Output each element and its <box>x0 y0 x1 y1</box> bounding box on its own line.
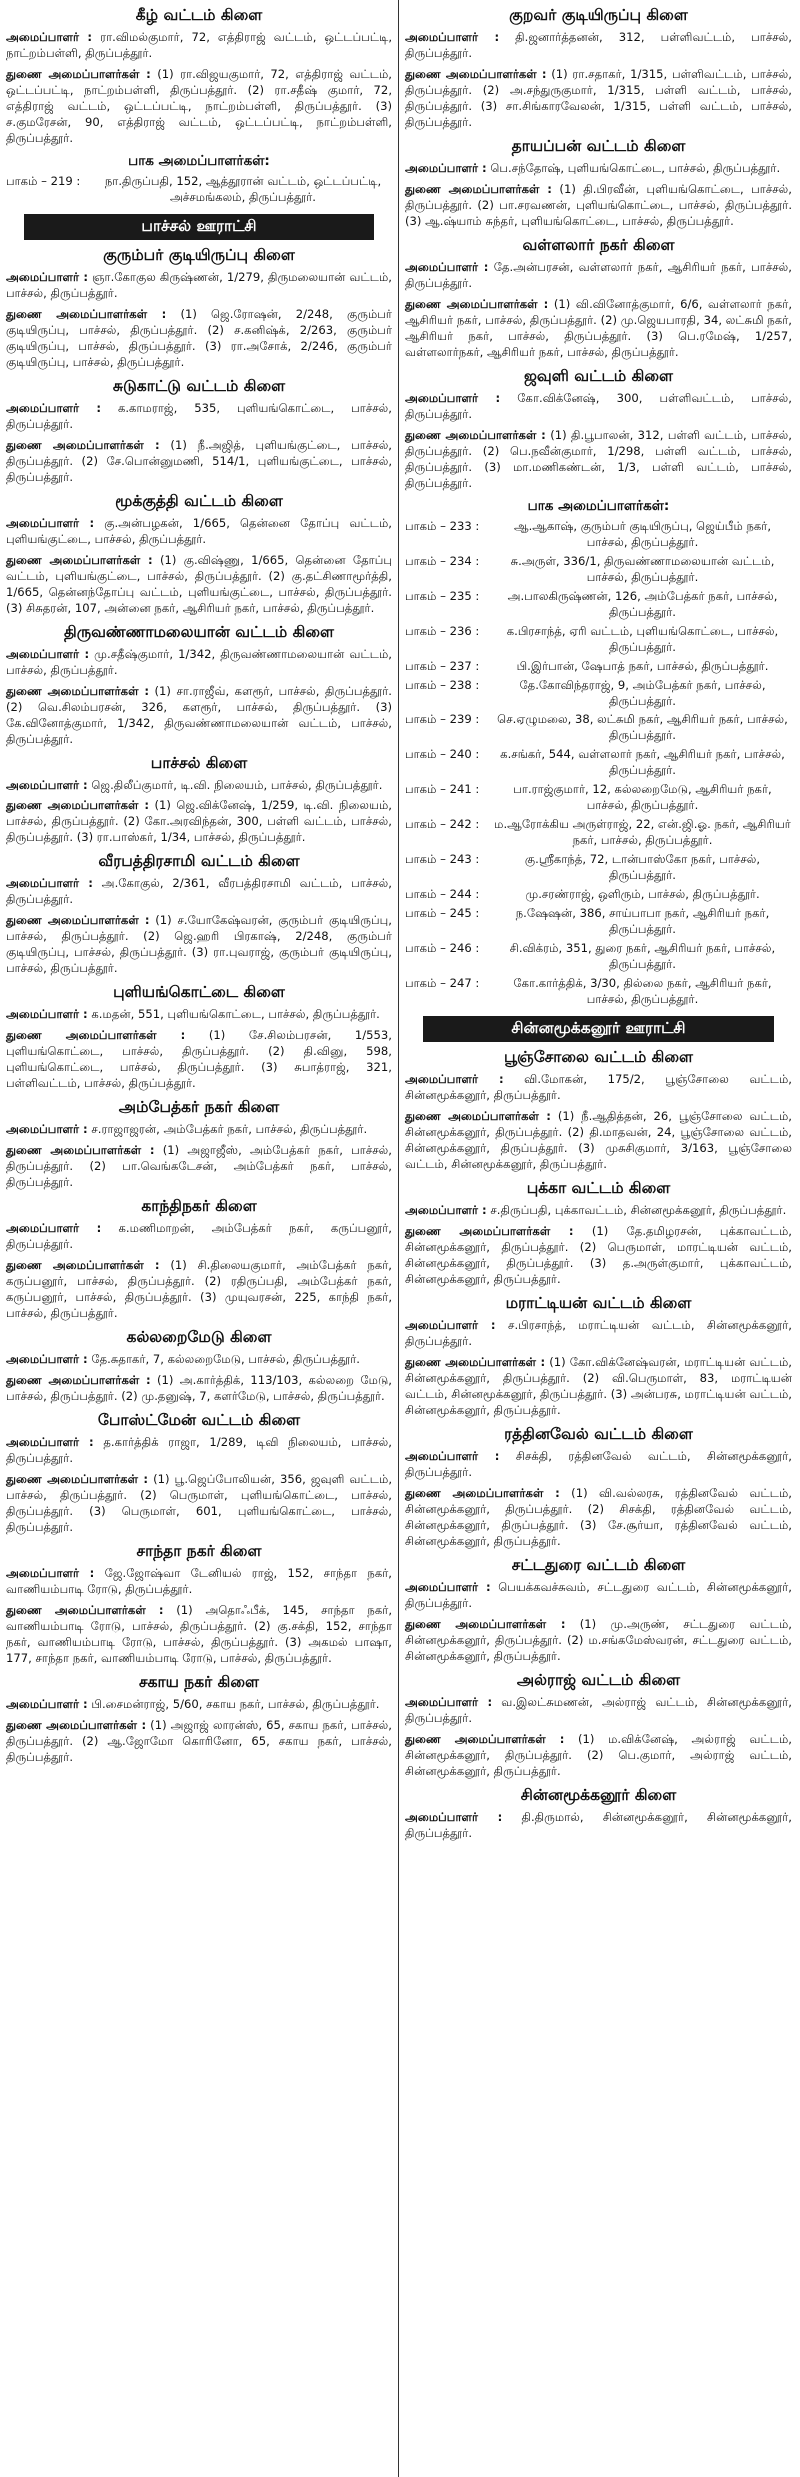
organizer-entry <box>6 270 392 302</box>
booth-number: பாகம் – 233 : <box>405 518 480 533</box>
branch-heading: குறவர் குடியிருப்பு கிளை <box>509 6 688 24</box>
role-label: துணை அமைப்பாளர்கள் : <box>6 683 150 698</box>
organizer-entry <box>6 438 392 486</box>
role-label: துணை அமைப்பாளர்கள் : <box>6 1602 164 1617</box>
branch-heading: அம்பேத்கர் நகர் கிளை <box>118 1098 280 1117</box>
organizer-entry <box>6 1143 392 1191</box>
branch-heading: சகாய நகர் கிளை <box>139 1672 259 1691</box>
booth-number: பாகம் – 238 : <box>405 677 480 692</box>
branch-heading: கல்லறைமேடு கிளை <box>126 1328 272 1347</box>
booth-row <box>405 852 792 884</box>
booth-organizer: க.பிரசாந்த், ஏரி வட்டம், புளியங்கொட்டை, பாச்சல், திருப்பத்தூர். <box>506 623 779 654</box>
role-label: துணை அமைப்பாளர்கள் : <box>405 1485 560 1500</box>
member-details: பெயக்கவச்சுவம், சட்டதுரை வட்டம், சின்னமூக்கனூர், திருப்பத்தூர். <box>405 1579 792 1610</box>
organizer-entry <box>405 1449 792 1481</box>
member-details: (1) அஜாஜ் லாரன்ஸ், 65, சகாய நகர், பாச்சல், திருப்பத்தூர். (2) ஆ.ஜோமோ கொரினோ, 65, சகாய நகர், பாச்சல், திருப்பத்தூர். <box>6 1717 392 1764</box>
organizer-entry <box>6 1221 392 1253</box>
member-details: ஜெ.திலீப்குமார், டி.வி. நிலையம், பாச்சல், திருப்பத்தூர். <box>87 777 383 792</box>
member-details: பெ.சந்தோஷ், புளியங்கொட்டை, பாச்சல், திருப்பத்தூர். <box>486 160 781 175</box>
role-label: துணை அமைப்பாளர்கள் : <box>6 1717 147 1732</box>
organizer-entry <box>405 1072 792 1104</box>
role-label: அமைப்பாளர் : <box>405 160 487 175</box>
booth-organizer: சு.அருள், 336/1, திருவண்ணாமலையான் வட்டம், பாச்சல், திருப்பத்தூர். <box>510 553 775 584</box>
branch-heading: மூக்குத்தி வட்டம் கிளை <box>115 491 283 510</box>
booth-number: பாகம் – 246 : <box>405 941 480 956</box>
role-label: துணை அமைப்பாளர்கள் : <box>6 1143 155 1158</box>
member-details: ச.ராஜாஜரன், அம்பேத்கர் நகர், பாச்சல், திருப்பத்தூர். <box>87 1122 368 1137</box>
member-details: க.மதன், 551, புளியங்கொட்டை, பாச்சல், திருப்பத்தூர். <box>87 1007 380 1022</box>
branch-heading: போஸ்ட்மேன் வட்டம் கிளை <box>97 1411 301 1430</box>
booth-row <box>405 554 792 586</box>
role-label: அமைப்பாளர் : <box>405 390 501 405</box>
role-label: துணை அமைப்பாளர்கள் : <box>405 1731 565 1746</box>
member-details: (1) தே.தமிழரசன், புக்காவட்டம், சின்னமூக்கனூர், திருப்பத்தூர். (2) பெருமாள், மாரட்டியன் வட்டம், சின்னமூக்கனூர், திருப்பத்தூர். (3) த.அருள்குமார், புக்காவட்டம், சின்னமூக்கனூர், திருப்பத்தூர். <box>405 1224 792 1287</box>
booth-number: பாகம் – 243 : <box>405 852 480 867</box>
branch-heading: திருவண்ணாமலையான் வட்டம் கிளை <box>64 622 334 641</box>
booth-row <box>405 747 792 779</box>
branch-heading: வீரபத்திரசாமி வட்டம் கிளை <box>98 852 300 871</box>
role-label: அமைப்பாளர் : <box>6 1122 88 1137</box>
panchayat-banner: பாச்சல் ஊராட்சி <box>24 214 374 240</box>
role-label: அமைப்பாளர் : <box>405 1809 503 1824</box>
role-label: அமைப்பாளர் : <box>6 400 101 415</box>
booth-number: பாகம் – 247 : <box>405 976 480 991</box>
organizer-entry <box>405 1810 792 1842</box>
role-label: அமைப்பாளர் : <box>6 30 93 44</box>
organizer-entry <box>6 876 392 908</box>
member-details: (1) ஜெ.விக்னேஷ், 1/259, டி.வி. நிலையம், பாச்சல், திருப்பத்தூர். (2) கோ.அரவிந்தன், 300, பள்ளி வட்டம், பாச்சல், திருப்பத்தூர். (3) ரா.பாஸ்கர், 1/34, பாச்சல், திருப்பத்தூர். <box>6 798 392 845</box>
organizer-entry <box>6 67 392 147</box>
role-label: துணை அமைப்பாளர்கள் : <box>6 437 160 452</box>
role-label: துணை அமைப்பாளர்கள் : <box>6 552 153 567</box>
organizer-entry <box>6 778 392 794</box>
role-label: அமைப்பாளர் : <box>6 876 93 891</box>
booth-organizers-heading: பாக அமைப்பாளர்கள்: <box>527 497 670 514</box>
member-details: (1) ச.யோகேஷ்வரன், குரும்பர் குடியிருப்பு, பாச்சல், திருப்பத்தூர். (2) ஜெ.ஹரி பிரகாஷ், 2/248, குரும்பர் குடியிருப்பு, பாச்சல், திருப்பத்தூர். (3) ரா.புவராஜ், குரும்பர் குடியிருப்பு, பாச்சல், திருப்பத்தூர். <box>6 913 392 976</box>
member-details: (1) ஜெ.ரோஷன், 2/248, குரும்பர் குடியிருப்பு, பாச்சல், திருப்பத்தூர். (2) ச.கனிஷ்க், 2/263, குரும்பர் குடியிருப்பு, பாச்சல், திருப்பத்தூர். (3) ரா.அசோக், 2/246, குரும்பர் குடியிருப்பு, பாச்சல், திருப்பத்தூர். <box>6 306 392 369</box>
role-label: துணை அமைப்பாளர்கள் : <box>405 427 546 442</box>
member-details: (1) கு.விஷ்ணு, 1/665, தென்னை தோப்பு வட்டம், புளியங்குட்டை, பாச்சல், திருப்பத்தூர். (2) கு.தட்சிணாமூர்த்தி, 1/665, தென்னந்தோப்பு வட்டம், புளியங்குட்டை, பாச்சல், திருப்பத்தூர். (3) சிசுதரன், 107, அன்னை நகர், ஆசிரியர் நகர், பாச்சல், திருப்பத்தூர். <box>6 552 392 615</box>
role-label: துணை அமைப்பாளர்கள் : <box>6 798 149 813</box>
booth-number: பாகம் – 242 : <box>405 817 480 832</box>
member-details: ஜே.ஜோஷ்வா டேனியல் ராஜ், 152, சாந்தா நகர், வாணியம்பாடி ரோடு, திருப்பத்தூர். <box>6 1565 392 1596</box>
role-label: துணை அமைப்பாளர்கள் : <box>405 1616 566 1631</box>
role-label: துணை அமைப்பாளர்கள் : <box>405 1109 551 1124</box>
organizer-entry <box>6 1258 392 1322</box>
organizer-entry <box>6 1603 392 1667</box>
booth-number: பாகம் – 219 : <box>6 173 81 188</box>
booth-organizer: அ.பாலகிருஷ்ணன், 126, அம்பேத்கர் நகர், பாச்சல், திருப்பத்தூர். <box>507 588 778 619</box>
organizer-entry <box>6 516 392 548</box>
branch-heading: வள்ளலார் நகர் கிளை <box>522 235 675 254</box>
organizer-entry <box>6 1697 392 1713</box>
booth-row <box>405 887 792 903</box>
organizer-entry <box>405 1318 792 1350</box>
member-details: சிசக்தி, ரத்தினவேல் வட்டம், சின்னமூக்கனூர், திருப்பத்தூர். <box>405 1448 792 1479</box>
organizer-entry <box>6 553 392 617</box>
role-label: அமைப்பாளர் : <box>405 1318 496 1333</box>
role-label: அமைப்பாளர் : <box>405 1203 487 1218</box>
branch-heading: ஜவுளி வட்டம் கிளை <box>523 366 674 385</box>
organizer-entry <box>405 1203 792 1219</box>
booth-row <box>405 976 792 1008</box>
member-details: (1) தி.பிரவீன், புளியங்கொட்டை, பாச்சல், திருப்பத்தூர். (2) பா.சரவணன், புளியங்கொட்டை, பாச்சல், திருப்பத்தூர். (3) ஆ.ஷ்யாம் சுந்தர், புளியங்கொட்டை, பாச்சல், திருப்பத்தூர். <box>405 181 792 228</box>
booth-list <box>405 519 792 1009</box>
role-label: அமைப்பாளர் : <box>405 1448 500 1463</box>
booth-organizer: கு.ஸ்ரீகாந்த், 72, டான்பாஸ்கோ நகர், பாச்சல், திருப்பத்தூர். <box>524 852 761 883</box>
organizer-entry <box>6 1472 392 1536</box>
member-details: (1) நீ.அஜித், புளியங்குட்டை, பாச்சல், திருப்பத்தூர். (2) சே.பொன்னுமணி, 514/1, புளியங்குட்டை, பாச்சல், திருப்பத்தூர். <box>6 437 392 484</box>
branch-heading: சின்னமூக்கனூர் கிளை <box>520 1785 677 1804</box>
organizer-entry <box>405 1732 792 1780</box>
member-details: த.கார்த்திக் ராஜா, 1/289, டிவி நிலையம், பாச்சல், திருப்பத்தூர். <box>6 1435 392 1466</box>
member-details: தே.சுதாகர், 7, கல்லறைமேடு, பாச்சல், திருப்பத்தூர். <box>87 1352 360 1367</box>
member-details: ரா.விமல்குமார், 72, எத்திராஜ் வட்டம், ஒட்டப்பட்டி, நாட்றம்பள்ளி, திருப்பத்தூர். <box>6 30 392 60</box>
member-details: க.காமராஜ், 535, புளியங்கொட்டை, பாச்சல், திருப்பத்தூர். <box>6 400 392 431</box>
organizer-entry <box>405 1355 792 1419</box>
member-details: (1) நீ.ஆதித்தன், 26, பூஞ்சோலை வட்டம், சின்னமூக்கனூர், திருப்பத்தூர். (2) தி.மாதவன், 24, பூஞ்சோலை வட்டம், சின்னமூக்கனூர், திருப்பத்தூர். (3) முசுசிகுமார், 3/163, பூஞ்சோலை வட்டம், சின்னமூக்கனூர், திருப்பத்தூர். <box>405 1109 792 1172</box>
role-label: துணை அமைப்பாளர்கள் : <box>6 1472 149 1487</box>
booth-organizer: மு.சரண்ராஜ், ஒளிரும், பாச்சல், திருப்பத்தூர். <box>525 887 760 902</box>
booth-number: பாகம் – 241 : <box>405 782 480 797</box>
booth-organizer: செ.ஏழுமலை, 38, லட்சுமி நகர், ஆசிரியர் நகர், பாச்சல், திருப்பத்தூர். <box>497 712 788 743</box>
organizer-entry <box>6 1007 392 1023</box>
role-label: அமைப்பாளர் : <box>6 515 95 530</box>
member-details: பி.சைமன்ராஜ், 5/60, சகாய நகர், பாச்சல், திருப்பத்தூர். <box>87 1696 380 1711</box>
panchayat-banner: சின்னமூக்கனூர் ஊராட்சி <box>423 1016 774 1042</box>
role-label: துணை அமைப்பாளர்கள் : <box>405 1224 574 1239</box>
left-column <box>0 0 399 2477</box>
member-details: கோ.விக்னேஷ், 300, பள்ளிவட்டம், பாச்சல், திருப்பத்தூர். <box>405 390 792 421</box>
organizer-entry <box>405 260 792 292</box>
booth-row <box>6 174 392 206</box>
organizer-entry <box>405 297 792 361</box>
branch-heading: புக்கா வட்டம் கிளை <box>526 1179 671 1198</box>
branch-heading: சுடுகாட்டு வட்டம் கிளை <box>112 376 286 395</box>
role-label: அமைப்பாளர் : <box>6 646 90 661</box>
booth-organizer: பா.ராஜ்குமார், 12, கல்லறைமேடு, ஆசிரியர் நகர், பாச்சல், திருப்பத்தூர். <box>513 782 772 813</box>
branch-heading: ரத்தினவேல் வட்டம் கிளை <box>504 1424 693 1443</box>
branch-heading: குரும்பர் குடியிருப்பு கிளை <box>103 245 295 264</box>
role-label: துணை அமைப்பாளர்கள் : <box>6 1258 160 1273</box>
organizer-entry <box>405 161 792 177</box>
member-details: (1) பூ.ஜெப்போலியன், 356, ஜவுளி வட்டம், பாச்சல், திருப்பத்தூர். (2) பெருமாள், புளியங்கொட்டை, பாச்சல், திருப்பத்தூர். (3) பெருமாள், 601, புளியங்கொட்டை, பாச்சல், திருப்பத்தூர். <box>6 1472 392 1534</box>
booth-row <box>405 624 792 656</box>
member-details: வி.மோகன், 175/2, பூஞ்சோலை வட்டம், சின்னமூக்கனூர், திருப்பத்தூர். <box>405 1072 792 1103</box>
member-details: (1) அஜாஜீஸ், அம்பேத்கர் நகர், பாச்சல், திருப்பத்தூர். (2) பா.வெங்கடேசன், அம்பேத்கர் நகர், பாச்சல், திருப்பத்தூர். <box>6 1143 392 1190</box>
branch-heading: தாயப்பன் வட்டம் கிளை <box>511 136 686 155</box>
member-details: (1) சா.ராஜீவ், களரூர், பாச்சல், திருப்பத்தூர். (2) வெ.சிலம்பரசன், 326, களரூர், பாச்சல், திருப்பத்தூர். (3) கே.வினோத்குமார், 1/342, திருவண்ணாமலையான் வட்டம், பாச்சல், திருப்பத்தூர். <box>6 683 392 746</box>
booth-organizer: பி.இர்பான், ஷேபாத் நகர், பாச்சல், திருப்பத்தூர். <box>516 658 769 673</box>
organizer-entry <box>405 67 792 131</box>
booth-row <box>405 589 792 621</box>
member-details: (1) ம.விக்னேஷ், அல்ராஜ் வட்டம், சின்னமூக்கனூர், திருப்பத்தூர். (2) பெ.குமார், அல்ராஜ் வட்டம், சின்னமூக்கனூர், திருப்பத்தூர். <box>405 1731 792 1778</box>
organizer-entry <box>405 30 792 62</box>
role-label: அமைப்பாளர் : <box>6 777 88 792</box>
organizer-entry <box>405 1617 792 1665</box>
branch-heading: அல்ராஜ் வட்டம் கிளை <box>516 1670 681 1689</box>
role-label: அமைப்பாளர் : <box>6 1007 88 1022</box>
booth-number: பாகம் – 234 : <box>405 553 480 568</box>
branch-heading: காந்திநகர் கிளை <box>141 1197 257 1216</box>
organizer-entry <box>6 798 392 846</box>
member-details: (1) சே.சிலம்பரசன், 1/553, புளியங்கொட்டை, பாச்சல், திருப்பத்தூர். (2) தி.வினு, 598, புளியங்கொட்டை, பாச்சல், திருப்பத்தூர். (3) சுபாத்ராஜ், 321, பள்ளிவட்டம், பாச்சல், திருப்பத்தூர். <box>6 1028 392 1091</box>
booth-row <box>405 678 792 710</box>
booth-row <box>405 817 792 849</box>
organizer-entry <box>405 391 792 423</box>
role-label: துணை அமைப்பாளர்கள் : <box>405 296 549 311</box>
role-label: துணை அமைப்பாளர்கள் : <box>405 181 552 196</box>
organizer-entry <box>405 428 792 492</box>
member-details: (1) மு.அருண், சட்டதுரை வட்டம், சின்னமூக்கனூர், திருப்பத்தூர். (2) ம.சங்கமேஸ்வரன், சட்டதுரை வட்டம், சின்னமூக்கனூர், திருப்பத்தூர். <box>405 1616 792 1663</box>
booth-row <box>405 782 792 814</box>
organizer-entry <box>405 1486 792 1550</box>
organizer-entry <box>405 182 792 230</box>
member-details: ச.திருப்பதி, புக்காவட்டம், சின்னமூக்கனூர், திருப்பத்தூர். <box>486 1203 787 1218</box>
organizer-entry <box>6 1718 392 1766</box>
role-label: துணை அமைப்பாளர்கள் : <box>6 1028 186 1043</box>
organizer-entry <box>6 1566 392 1598</box>
booth-number: பாகம் – 240 : <box>405 747 480 762</box>
organizer-entry <box>405 1580 792 1612</box>
role-label: துணை அமைப்பாளர்கள் : <box>6 1373 151 1388</box>
member-details: கு.அன்பழகன், 1/665, தென்னை தோப்பு வட்டம், புளியங்குட்டை, பாச்சல், திருப்பத்தூர். <box>6 515 392 546</box>
organizer-entry <box>6 1435 392 1467</box>
member-details: ஞா.கோகுல கிருஷ்ணன், 1/279, திருமலையான் வட்டம், பாச்சல், திருப்பத்தூர். <box>6 269 392 300</box>
booth-number: பாகம் – 236 : <box>405 623 480 638</box>
member-details: (1) வி.வினோத்குமார், 6/6, வள்ளலார் நகர், ஆசிரியர் நகர், பாச்சல், திருப்பத்தூர். (2) மு.ஜெயபாரதி, 34, லட்சுமி நகர், ஆசிரியர் நகர், பாச்சல், திருப்பத்தூர். (3) பெ.ரமேஷ், 1/257, வள்ளலார்நகர், ஆசிரியர் நகர், பாச்சல், திருப்பத்தூர். <box>405 296 793 359</box>
booth-organizer: க.சங்கர், 544, வள்ளலார் நகர், ஆசிரியர் நகர், பாச்சல், திருப்பத்தூர். <box>500 747 785 778</box>
organizer-entry <box>6 913 392 977</box>
booth-row <box>405 659 792 675</box>
organizer-entry <box>6 401 392 433</box>
organizer-entry <box>405 1224 792 1288</box>
organizer-entry <box>6 1373 392 1405</box>
role-label: அமைப்பாளர் : <box>405 259 489 274</box>
member-details: (1) அதொஃபீக், 145, சாந்தா நகர், வாணியம்பாடி ரோடு, பாச்சல், திருப்பத்தூர். (2) கு.சக்தி, 152, சாந்தா நகர், வாணியம்பாடி ரோடு, பாச்சல், திருப்பத்தூர். (3) அகமல் பாஷா, 177, சாந்தா நகர், வாணியம்பாடி ரோடு, பாச்சல், திருப்பத்தூர். <box>6 1602 392 1665</box>
member-details: (1) தி.பூபாலன், 312, பள்ளி வட்டம், பாச்சல், திருப்பத்தூர். (2) பெ.நவீன்குமார், 1/298, பள்ளி வட்டம், பாச்சல், திருப்பத்தூர். (3) மா.மணிகண்டன், 1/3, பள்ளி வட்டம், பாச்சல், திருப்பத்தூர். <box>405 427 792 490</box>
role-label: துணை அமைப்பாளர்கள் : <box>6 913 150 928</box>
booth-row <box>405 712 792 744</box>
booth-organizer: தே.கோவிந்தராஜ், 9, அம்பேத்கர் நகர், பாச்சல், திருப்பத்தூர். <box>519 677 766 708</box>
member-details: (1) வி.வல்லரசு, ரத்தினவேல் வட்டம், சின்னமூக்கனூர், திருப்பத்தூர். (2) சிசக்தி, ரத்தினவேல் வட்டம், சின்னமூக்கனூர், திருப்பத்தூர். (3) சே.சூர்யா, ரத்தினவேல் வட்டம், சின்னமூக்கனூர், திருப்பத்தூர். <box>405 1485 792 1548</box>
branch-heading: புளியங்கொட்டை கிளை <box>113 983 285 1002</box>
booth-list <box>6 174 392 206</box>
right-column <box>399 0 798 2477</box>
branch-heading: பாச்சல் கிளை <box>150 753 248 772</box>
member-details: வ.இலட்சுமணன், அல்ராஜ் வட்டம், சின்னமூக்கனூர், திருப்பத்தூர். <box>405 1694 792 1725</box>
role-label: துணை அமைப்பாளர்கள் : <box>6 306 167 321</box>
role-label: துணை அமைப்பாளர்கள் : <box>405 66 547 81</box>
branch-heading: மராட்டியன் வட்டம் கிளை <box>505 1294 692 1313</box>
role-label: அமைப்பாளர் : <box>6 1696 88 1711</box>
member-details: க.மணிமாறன், அம்பேத்கர் நகர், கருப்பனூர், திருப்பத்தூர். <box>6 1221 392 1252</box>
member-details: ச.பிரசாந்த், மராட்டியன் வட்டம், சின்னமூக்கனூர், திருப்பத்தூர். <box>405 1318 792 1349</box>
organizer-entry <box>405 1695 792 1727</box>
booth-organizers-heading: பாக அமைப்பாளர்கள்: <box>128 152 270 169</box>
member-details: (1) அ.கார்த்திக், 113/103, கல்லறை மேடு, பாச்சல், திருப்பத்தூர். (2) மு.தனுஷ், 7, களர்மேடு, பாச்சல், திருப்பத்தூர். <box>6 1373 392 1404</box>
branch-heading: கீழ் வட்டம் கிளை <box>135 6 263 24</box>
booth-number: பாகம் – 235 : <box>405 588 480 603</box>
booth-row <box>405 906 792 938</box>
member-details: தி.திருமால், சின்னமூக்கனூர், சின்னமூக்கனூர், திருப்பத்தூர். <box>405 1809 792 1840</box>
booth-number: பாகம் – 239 : <box>405 712 480 727</box>
booth-number: பாகம் – 244 : <box>405 887 480 902</box>
organizer-entry <box>6 684 392 748</box>
booth-organizer: சி.விக்ரம், 351, துரை நகர், ஆசிரியர் நகர், பாச்சல், திருப்பத்தூர். <box>509 941 776 972</box>
organizer-entry <box>6 647 392 679</box>
member-details: (1) கோ.விக்னேஷ்வரன், மராட்டியன் வட்டம், சின்னமூக்கனூர், திருப்பத்தூர். (2) வி.பெருமாள், 83, மராட்டியன் வட்டம், சின்னமூக்கனூர், திருப்பத்தூர். (3) அன்பரசு, மராட்டியன் வட்டம், சின்னமூக்கனூர், திருப்பத்தூர். <box>405 1355 792 1417</box>
branch-heading: சாந்தா நகர் கிளை <box>136 1541 262 1560</box>
member-details: (1) சி.திலையகுமார், அம்பேத்கர் நகர், கருப்பனூர், பாச்சல், திருப்பத்தூர். (2) ரதிருப்பதி, அம்பேத்கர் நகர், கருப்பனூர், பாச்சல், திருப்பத்தூர். (3) முயுவரசன், 225, காந்தி நகர், பாச்சல், திருப்பத்தூர். <box>6 1258 392 1321</box>
booth-organizer: நா.திருப்பதி, 152, ஆத்தூரான் வட்டம், ஒட்டப்பட்டி, அச்சமங்கலம், திருப்பத்தூர். <box>104 173 382 204</box>
member-details: (1) ரா.விஜயகுமார், 72, எத்திராஜ் வட்டம், ஒட்டப்பட்டி, நாட்றம்பள்ளி, திருப்பத்தூர். (2) ரா.சதீஷ் குமார், 72, எத்திராஜ் வட்டம், ஒட்டப்பட்டி, நாட்றம்பள்ளி, திருப்பத்தூர். (3) ச.குமரேசன், 90, எத்திராஜ் வட்டம், ஒட்டப்பட்டி, நாட்றம்பள்ளி, திருப்பத்தூர். <box>6 66 392 145</box>
booth-organizer: ம.ஆரோக்கிய அருள்ராஜ், 22, என்.ஜி.ஓ. நகர், ஆசிரியர் நகர், பாச்சல், திருப்பத்தூர். <box>494 817 791 848</box>
booth-organizer: கோ.கார்த்திக், 3/30, தில்லை நகர், ஆசிரியர் நகர், பாச்சல், திருப்பத்தூர். <box>513 976 772 1007</box>
member-details: தே.அன்பரசன், வள்ளலார் நகர், ஆசிரியர் நகர், பாச்சல், திருப்பத்தூர். <box>405 259 792 290</box>
booth-organizer: ந.ஷேஷன், 386, சாய்பாபா நகர், ஆசிரியர் நகர், திருப்பத்தூர். <box>515 906 770 937</box>
role-label: அமைப்பாளர் : <box>6 1221 102 1236</box>
role-label: துணை அமைப்பாளர்கள் : <box>405 1355 546 1370</box>
booth-row <box>405 519 792 551</box>
role-label: அமைப்பாளர் : <box>405 1579 491 1594</box>
member-details: மு.சதீஷ்குமார், 1/342, திருவண்ணாமலையான் வட்டம், பாச்சல், திருப்பத்தூர். <box>6 646 392 677</box>
organizer-entry <box>6 307 392 371</box>
role-label: அமைப்பாளர் : <box>6 269 89 284</box>
booth-row <box>405 941 792 973</box>
booth-organizer: ஆ.ஆகாஷ், குரும்பர் குடியிருப்பு, ஜெய்பீம் நகர், பாச்சல், திருப்பத்தூர். <box>513 518 772 549</box>
role-label: அமைப்பாளர் : <box>405 1072 504 1087</box>
organizer-entry <box>6 30 392 62</box>
member-details: அ.கோகுல், 2/361, வீரபத்திரசாமி வட்டம், பாச்சல், திருப்பத்தூர். <box>6 876 392 907</box>
organizer-entry <box>6 1352 392 1368</box>
member-details: தி.ஜனார்த்தனன், 312, பள்ளிவட்டம், பாச்சல், திருப்பத்தூர். <box>405 30 792 60</box>
booth-number: பாகம் – 237 : <box>405 658 480 673</box>
role-label: துணை அமைப்பாளர்கள் : <box>6 66 151 81</box>
organizer-entry <box>6 1028 392 1092</box>
branch-heading: சட்டதுரை வட்டம் கிளை <box>511 1555 686 1574</box>
role-label: அமைப்பாளர் : <box>6 1352 88 1367</box>
role-label: அமைப்பாளர் : <box>6 1565 95 1580</box>
booth-number: பாகம் – 245 : <box>405 906 480 921</box>
branch-heading: பூஞ்சோலை வட்டம் கிளை <box>503 1048 694 1067</box>
role-label: அமைப்பாளர் : <box>405 30 500 44</box>
member-details: (1) ரா.சதாகர், 1/315, பள்ளிவட்டம், பாச்சல், திருப்பத்தூர். (2) அ.சந்துருகுமார், 1/315, பள்ளி வட்டம், பாச்சல், திருப்பத்தூர். (3) சா.சிங்காரவேலன், 1/315, பள்ளி வட்டம், பாச்சல், திருப்பத்தூர். <box>405 66 792 129</box>
role-label: அமைப்பாளர் : <box>6 1435 94 1450</box>
organizer-entry <box>6 1122 392 1138</box>
organizer-entry <box>405 1109 792 1173</box>
role-label: அமைப்பாளர் : <box>405 1694 493 1709</box>
